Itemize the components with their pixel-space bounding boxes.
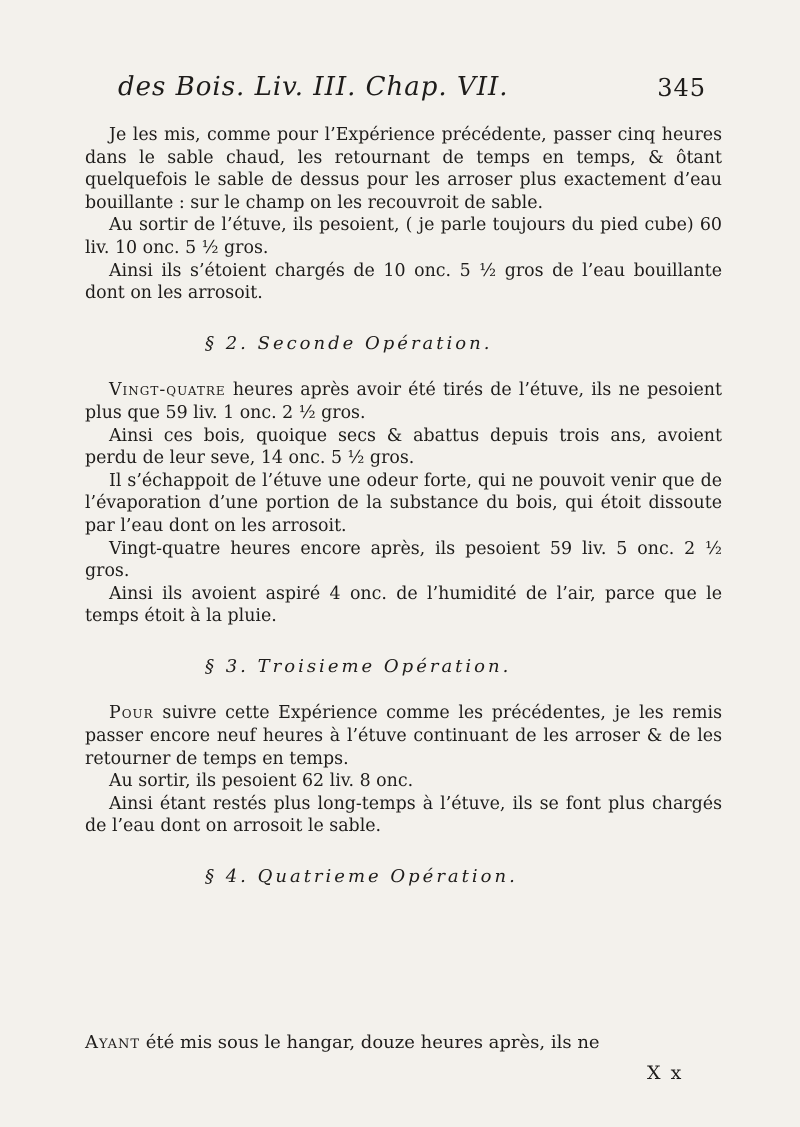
paragraph-text: suivre cette Expérience comme les précédentes, je les remis passer encore neuf heures à l’étuve continuant de les arroser & de les retourner de temps en temps. — [85, 703, 722, 769]
lead-word: Pour — [109, 703, 154, 724]
running-header — [118, 72, 706, 102]
paragraph-text: heures après avoir été tirés de l’étuve, ils ne pesoient plus que 59 liv. 1 onc. 2 ½ gros. — [85, 380, 722, 423]
page-number: 345 — [657, 74, 706, 102]
paragraph: Vingt-quatre heures encore après, ils pesoient 59 liv. 5 onc. 2 ½ gros. — [85, 538, 722, 582]
running-title: des Bois. Liv. III. Chap. VII. — [118, 72, 509, 102]
paragraph: Je les mis, comme pour l’Expérience précédente, passer cinq heures dans le sable chaud, les retournant de temps en temps, & ôtant quelquefois le sable de dessus pour les arroser plus exactement d’eau bouillante : sur le champ on les recouvroit de sable. — [85, 125, 722, 213]
paragraph — [85, 1032, 722, 1053]
paragraph: Au sortir de l’étuve, ils pesoient, ( je parle toujours du pied cube) 60 liv. 10 onc. 5 ½ gros. — [85, 215, 722, 258]
section-heading-3: § 3. Troisieme Opération. — [205, 655, 512, 677]
paragraph: Au sortir, ils pesoient 62 liv. 8 onc. — [109, 771, 414, 792]
paragraph — [85, 379, 722, 424]
paragraph: Il s’échappoit de l’étuve une odeur forte, qui ne pouvoit venir que de l’évaporation d’une portion de la substance du bois, qui étoit dissoute par l’eau dont on les arrosoit. — [85, 470, 722, 536]
section-heading-2: § 2. Seconde Opération. — [205, 332, 493, 354]
section-heading-4: § 4. Quatrieme Opération. — [205, 866, 518, 888]
lead-word: Ayant — [85, 1032, 141, 1053]
paragraph: Ainsi ces bois, quoique secs & abattus depuis trois ans, avoient perdu de leur seve, 14 onc. 5 ½ gros. — [85, 425, 722, 469]
paragraph-text: été mis sous le hangar, douze heures après, ils ne — [145, 1032, 600, 1053]
paragraph: Ainsi étant restés plus long-temps à l’étuve, ils se font plus chargés de l’eau dont on arrosoit le sable. — [85, 793, 722, 837]
page-body — [85, 124, 722, 913]
paragraph: Ainsi ils avoient aspiré 4 onc. de l’humidité de l’air, parce que le temps étoit à la pluie. — [85, 583, 722, 627]
paragraph: Ainsi ils s’étoient chargés de 10 onc. 5 ½ gros de l’eau bouillante dont on les arrosoit. — [85, 260, 722, 304]
lead-word: Vingt-quatre — [109, 380, 226, 401]
paragraph — [85, 702, 722, 770]
catchword: X x — [647, 1062, 684, 1084]
